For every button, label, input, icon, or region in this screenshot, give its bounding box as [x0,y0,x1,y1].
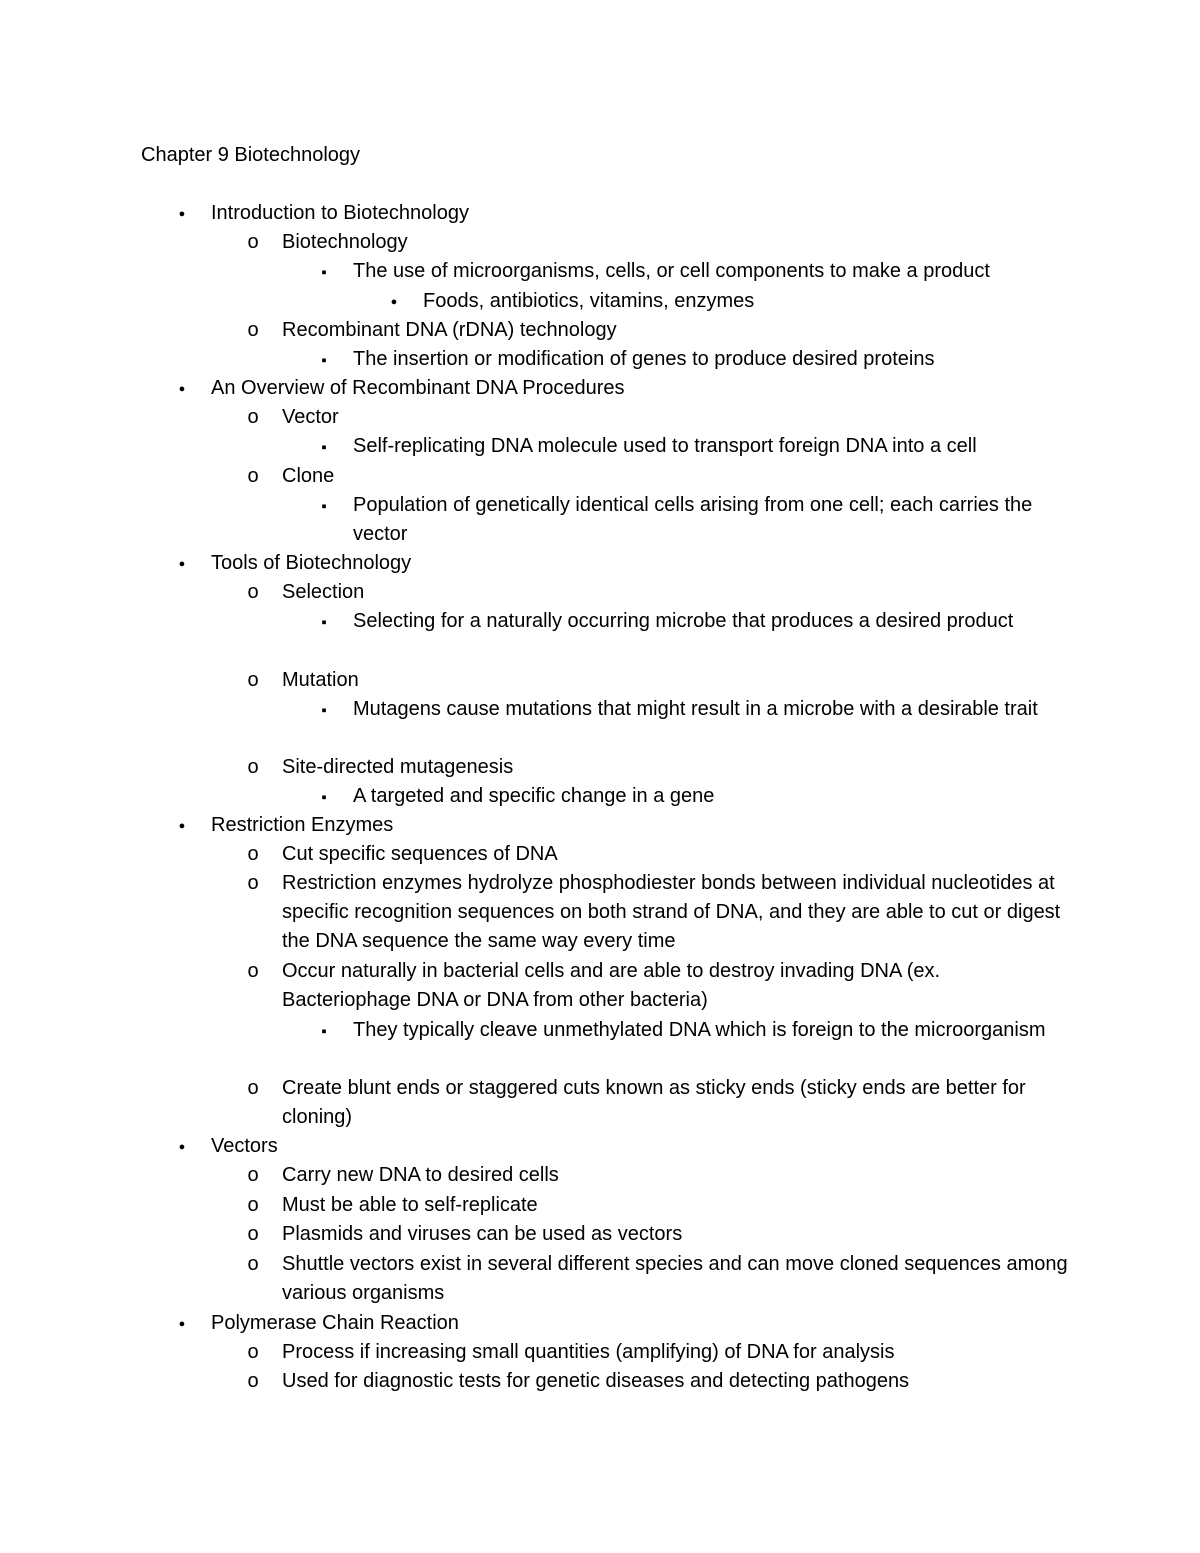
bullet-icon [171,1132,193,1162]
bullet-icon [313,782,335,812]
bullet-icon [242,1220,264,1249]
outline-item-text: A targeted and specific change in a gene [353,785,715,807]
outline-item-text: Restriction enzymes hydrolyze phosphodiester bonds between individual nucleotides at specific recognition sequences on both strand of DNA, and they are able to cut or digest the DNA sequence the same way every time [282,872,1061,952]
bullet-icon [242,869,264,898]
outline-item-level-3 [353,345,1070,374]
outline-item-level-2 [282,1250,1070,1308]
bullet-icon [242,1191,264,1220]
outline-item-text: Process if increasing small quantities (amplifying) of DNA for analysis [282,1341,895,1363]
outline-item-text: Vectors [211,1135,278,1157]
outline-item-level-1 [211,811,1070,840]
bullet-icon [242,1338,264,1367]
outline-item-text: Occur naturally in bacterial cells and are able to destroy invading DNA (ex. Bacteriophage DNA or DNA from other bacteria) [282,960,941,1011]
outline-item-level-3 [353,695,1070,724]
bullet-icon [242,1161,264,1190]
bullet-icon [242,957,264,986]
bullet-icon [242,228,264,257]
bullet-icon [313,607,335,637]
outline-item-text: Mutation [282,669,359,691]
bullet-icon [242,1367,264,1396]
outline-item-level-3 [353,491,1070,549]
outline-item-level-1 [211,374,1070,403]
outline-item-text: Biotechnology [282,231,408,253]
outline-item-level-2 [282,840,1070,869]
bullet-icon [383,287,405,317]
bullet-icon [171,374,193,404]
bullet-icon [313,695,335,725]
outline-item-level-3 [353,1016,1070,1045]
outline-item-text: Recombinant DNA (rDNA) technology [282,319,617,341]
outline-item-level-3 [353,782,1070,811]
outline-item-text: Plasmids and viruses can be used as vectors [282,1223,683,1245]
outline-item-level-2 [282,1074,1070,1132]
bullet-icon [242,753,264,782]
bullet-icon [171,199,193,229]
bullet-icon [313,491,335,521]
outline-item-level-3 [353,257,1070,286]
outline-item-text: Self-replicating DNA molecule used to transport foreign DNA into a cell [353,435,977,457]
outline-item-level-2 [282,403,1070,432]
outline-item-level-1 [211,549,1070,578]
outline-item-text: Population of genetically identical cells arising from one cell; each carries the vector [353,494,1033,545]
bullet-icon [242,840,264,869]
outline-item-level-2 [282,316,1070,345]
outline-item-text: Carry new DNA to desired cells [282,1164,559,1186]
outline-item-level-1 [211,1132,1070,1161]
outline-item-level-2 [282,957,1070,1015]
outline-item-text: Shuttle vectors exist in several different species and can move cloned sequences among various organisms [282,1253,1068,1304]
outline-item-level-2 [282,1191,1070,1220]
bullet-icon [242,403,264,432]
bullet-icon [171,549,193,579]
outline-item-text: Restriction Enzymes [211,814,394,836]
bullet-icon [242,462,264,491]
outline-item-text: They typically cleave unmethylated DNA which is foreign to the microorganism [353,1019,1046,1041]
outline-item-text: An Overview of Recombinant DNA Procedures [211,377,625,399]
outline-item-text: Must be able to self-replicate [282,1194,538,1216]
outline-item-text: Mutagens cause mutations that might result in a microbe with a desirable trait [353,698,1038,720]
outline-item-level-2 [282,753,1070,782]
outline-item-level-2 [282,1367,1070,1396]
outline-item-text: Create blunt ends or staggered cuts known as sticky ends (sticky ends are better for cloning) [282,1077,1026,1128]
outline-item-text: Used for diagnostic tests for genetic diseases and detecting pathogens [282,1370,910,1392]
outline-item-text: Clone [282,465,335,487]
outline-item-level-4 [423,287,1070,316]
bullet-icon [171,1309,193,1339]
bullet-icon [313,432,335,462]
outline-item-level-2 [282,578,1070,607]
outline-item-text: Cut specific sequences of DNA [282,843,558,865]
bullet-icon [242,666,264,695]
outline-item-text: Selecting for a naturally occurring microbe that produces a desired product [353,610,1014,632]
outline-item-text: Polymerase Chain Reaction [211,1312,459,1334]
bullet-icon [242,578,264,607]
page-title: Chapter 9 Biotechnology [141,144,361,166]
outline-item-text: Selection [282,581,365,603]
outline-item-level-2 [282,462,1070,491]
outline-item-text: Vector [282,406,339,428]
bullet-icon [242,1074,264,1103]
outline-item-level-1 [211,1309,1070,1338]
outline-item-text: The use of microorganisms, cells, or cell components to make a product [353,260,990,282]
outline-item-level-2 [282,666,1070,695]
outline-item-text: The insertion or modification of genes to produce desired proteins [353,348,935,370]
outline-item-level-2 [282,869,1070,956]
bullet-icon [313,345,335,375]
outline-item-level-3 [353,607,1070,636]
outline-item-text: Introduction to Biotechnology [211,202,469,224]
outline-item-level-2 [282,1338,1070,1367]
bullet-icon [242,316,264,345]
outline-item-level-1 [211,199,1070,228]
outline-item-text: Tools of Biotechnology [211,552,412,574]
outline-item-level-2 [282,228,1070,257]
bullet-icon [313,1016,335,1046]
outline-item-text: Site-directed mutagenesis [282,756,514,778]
outline-item-text: Foods, antibiotics, vitamins, enzymes [423,290,755,312]
bullet-icon [171,811,193,841]
outline-item-level-3 [353,432,1070,461]
outline-item-level-2 [282,1220,1070,1249]
bullet-icon [313,257,335,287]
outline-item-level-2 [282,1161,1070,1190]
bullet-icon [242,1250,264,1279]
